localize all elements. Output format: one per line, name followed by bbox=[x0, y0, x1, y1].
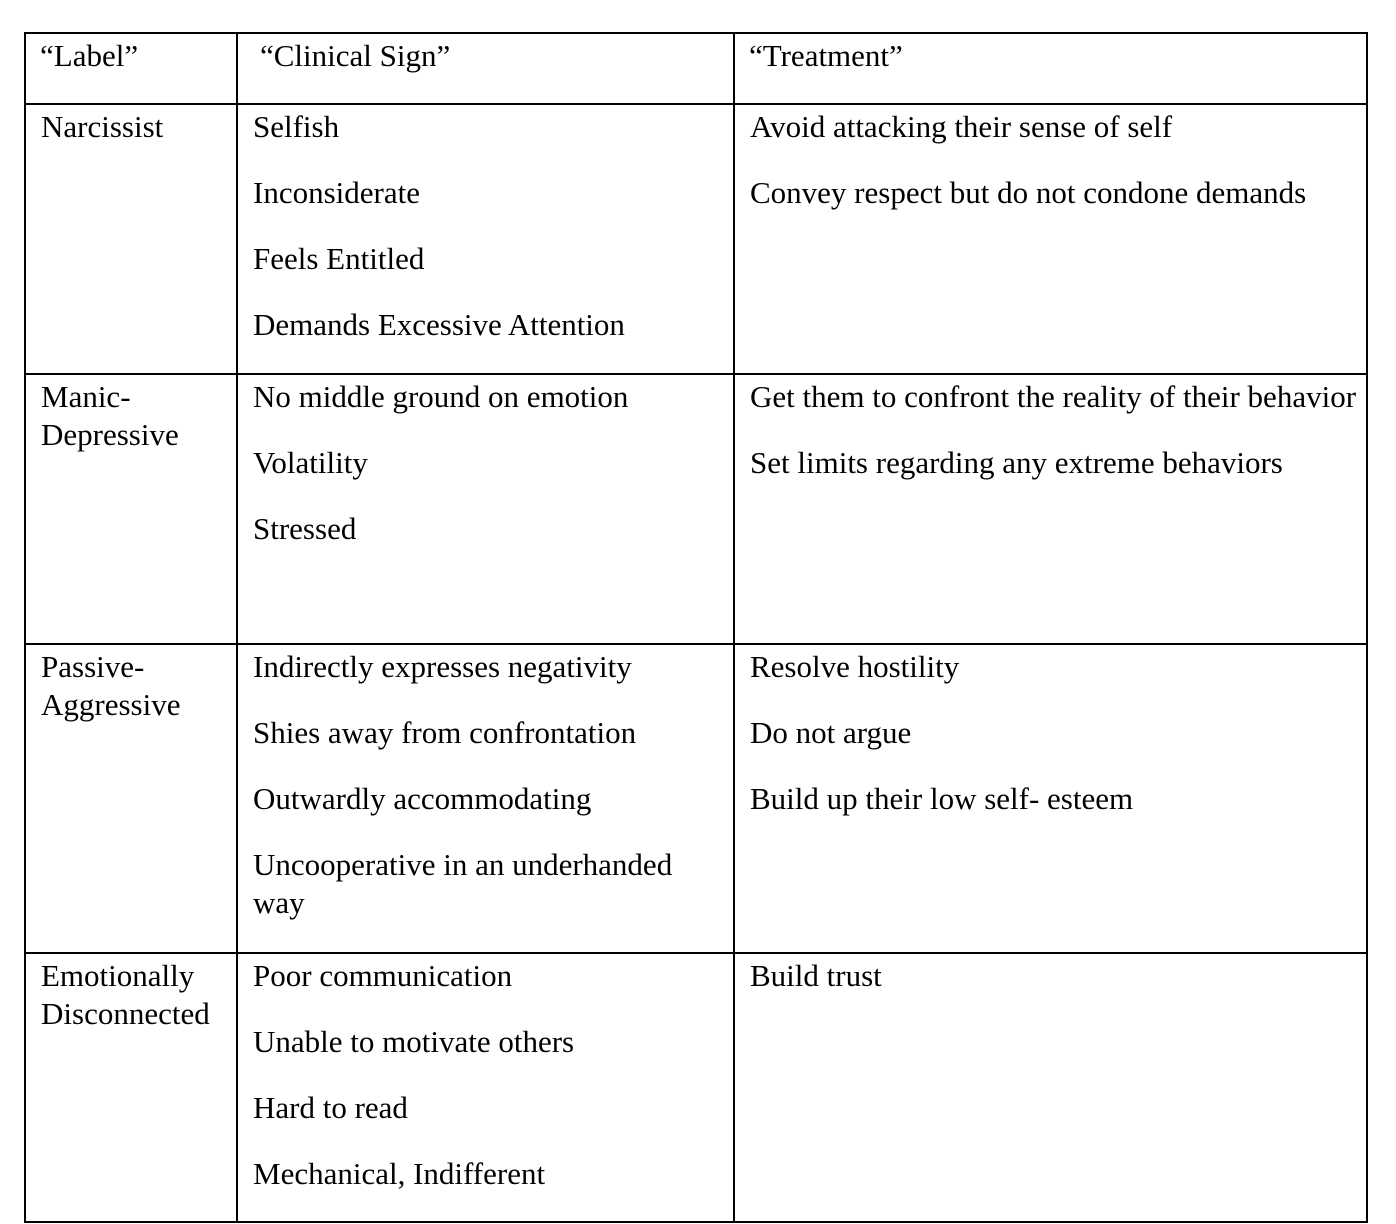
sign-item: Unable to motivate others bbox=[253, 1024, 575, 1059]
sign-item: Volatility bbox=[253, 445, 368, 480]
header-label: “Label” bbox=[25, 33, 237, 104]
sign-item: Inconsiderate bbox=[253, 175, 420, 210]
sign-item: Hard to read bbox=[253, 1090, 408, 1125]
treatment-item: Build up their low self- esteem bbox=[750, 781, 1134, 816]
treatment-item: Do not argue bbox=[750, 715, 912, 750]
header-row bbox=[25, 33, 1367, 104]
treatment-item: Resolve hostility bbox=[750, 649, 960, 684]
table-row bbox=[25, 104, 1367, 374]
row-label: Manic-Depressive bbox=[41, 379, 179, 452]
row-label-cell bbox=[25, 104, 237, 374]
table-row bbox=[25, 374, 1367, 644]
row-label: Emotionally Disconnected bbox=[41, 958, 210, 1031]
treatments-cell bbox=[734, 104, 1367, 374]
row-label-cell bbox=[25, 953, 237, 1222]
row-label-cell bbox=[25, 374, 237, 644]
signs-cell bbox=[237, 374, 734, 644]
sign-item: Outwardly accommodating bbox=[253, 781, 592, 816]
signs-cell bbox=[237, 953, 734, 1222]
table-row bbox=[25, 644, 1367, 953]
treatment-item: Set limits regarding any extreme behaviors bbox=[750, 445, 1283, 480]
header-treatment: “Treatment” bbox=[734, 33, 1367, 104]
signs-cell bbox=[237, 104, 734, 374]
row-label-cell bbox=[25, 644, 237, 953]
treatments-cell bbox=[734, 644, 1367, 953]
sign-item: Feels Entitled bbox=[253, 241, 425, 276]
sign-item: Poor communication bbox=[253, 958, 513, 993]
sign-item: Demands Excessive Attention bbox=[253, 307, 625, 342]
treatments-cell bbox=[734, 953, 1367, 1222]
sign-item: Mechanical, Indifferent bbox=[253, 1156, 546, 1191]
row-label: Passive-Aggressive bbox=[41, 649, 181, 722]
sign-item: No middle ground on emotion bbox=[253, 379, 629, 414]
sign-item: Indirectly expresses negativity bbox=[253, 649, 632, 684]
treatment-item: Get them to confront the reality of their behavior bbox=[750, 379, 1357, 414]
treatments-cell bbox=[734, 374, 1367, 644]
sign-item: Stressed bbox=[253, 511, 357, 546]
sign-item: Uncooperative in an underhanded way bbox=[253, 847, 673, 920]
header-clinical-sign: “Clinical Sign” bbox=[237, 33, 734, 104]
treatment-item: Convey respect but do not condone demands bbox=[750, 175, 1307, 210]
treatment-item: Build trust bbox=[750, 958, 882, 993]
treatment-item: Avoid attacking their sense of self bbox=[750, 109, 1173, 144]
signs-cell bbox=[237, 644, 734, 953]
row-label: Narcissist bbox=[41, 109, 164, 144]
table-row bbox=[25, 953, 1367, 1222]
sign-item: Shies away from confrontation bbox=[253, 715, 637, 750]
sign-item: Selfish bbox=[253, 109, 340, 144]
personality-table bbox=[24, 32, 1368, 1223]
